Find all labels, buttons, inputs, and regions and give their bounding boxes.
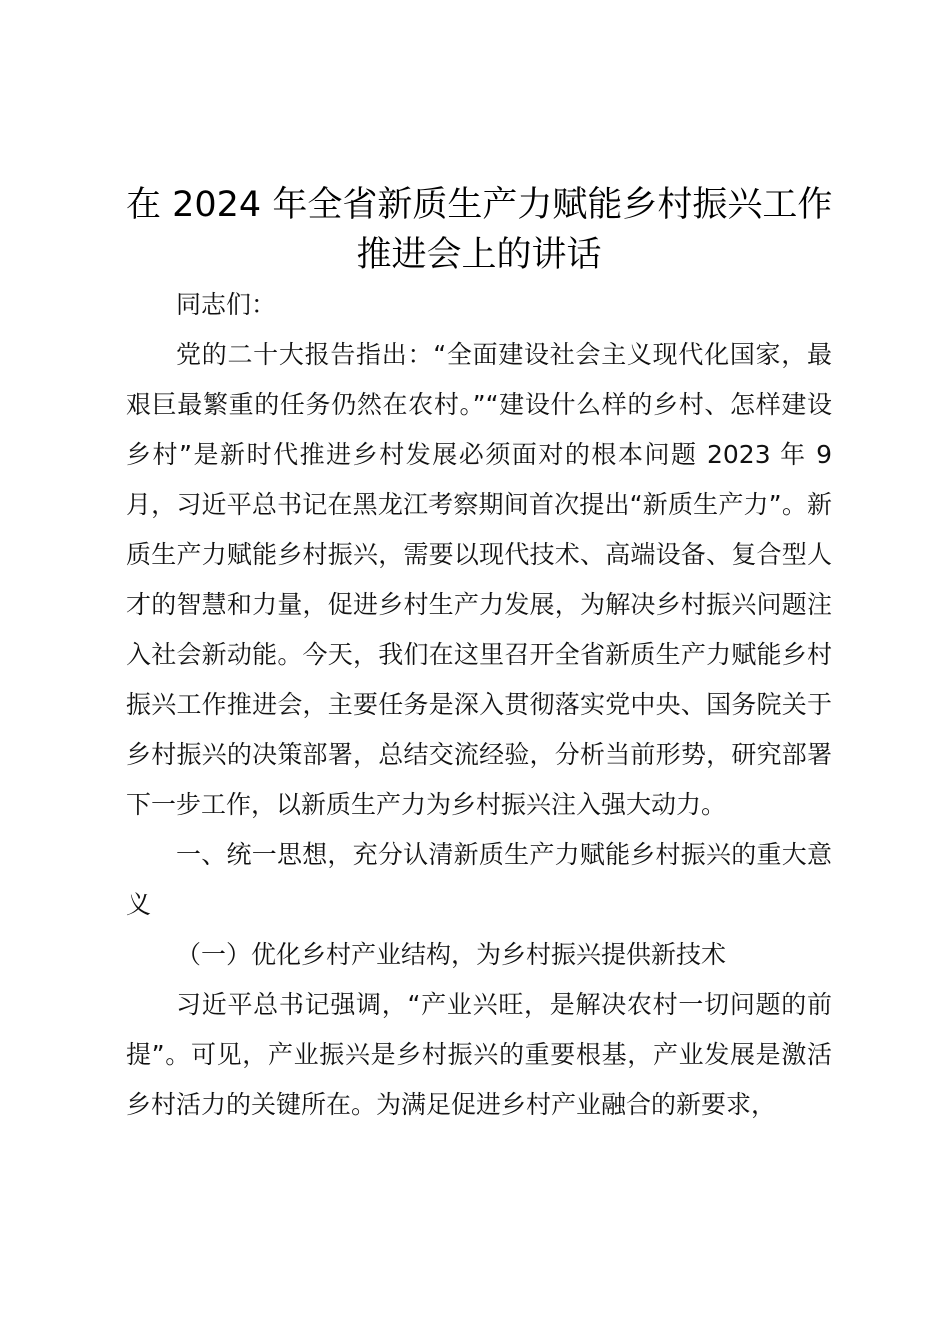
salutation: 同志们： xyxy=(176,290,277,319)
title-line-2: 推进会上的讲话 xyxy=(356,235,602,275)
document-title xyxy=(126,180,832,280)
paragraph-industry: 习近平总书记强调，“产业兴旺，是解决农村一切问题的前提”。可见，产业振兴是乡村振兴的重要根基，产业发展是激活乡村活力的关键所在。为满足促进乡村产业融合的新要求， xyxy=(126,990,832,1119)
title-line-1: 在 2024 年全省新质生产力赋能乡村振兴工作 xyxy=(126,185,833,225)
document-content xyxy=(126,180,832,1130)
section-heading-1: 一、统一思想，充分认清新质生产力赋能乡村振兴的重大意义 xyxy=(126,840,832,919)
paragraph-intro: 党的二十大报告指出：“全面建设社会主义现代化国家，最艰巨最繁重的任务仍然在农村。”“建设什么样的乡村、怎样建设乡村”是新时代推进乡村发展必须面对的根本问题 2023 年 9 月，习近平总书记在黑龙江考察期间首次提出“新质生产力”。新质生产力赋能乡村振兴，需要以现代技术、高端设备、复合型人才的智慧和力量，促进乡村生产力发展，为解决乡村振兴问题注入社会新动能。今天，我们在这里召开全省新质生产力赋能乡村振兴工作推进会，主要任务是深入贯彻落实党中央、国务院关于乡村振兴的决策部署，总结交流经验，分析当前形势，研究部署下一步工作，以新质生产力为乡村振兴注入强大动力。 xyxy=(126,340,832,819)
subsection-heading-1: （一）优化乡村产业结构，为乡村振兴提供新技术 xyxy=(176,940,727,969)
